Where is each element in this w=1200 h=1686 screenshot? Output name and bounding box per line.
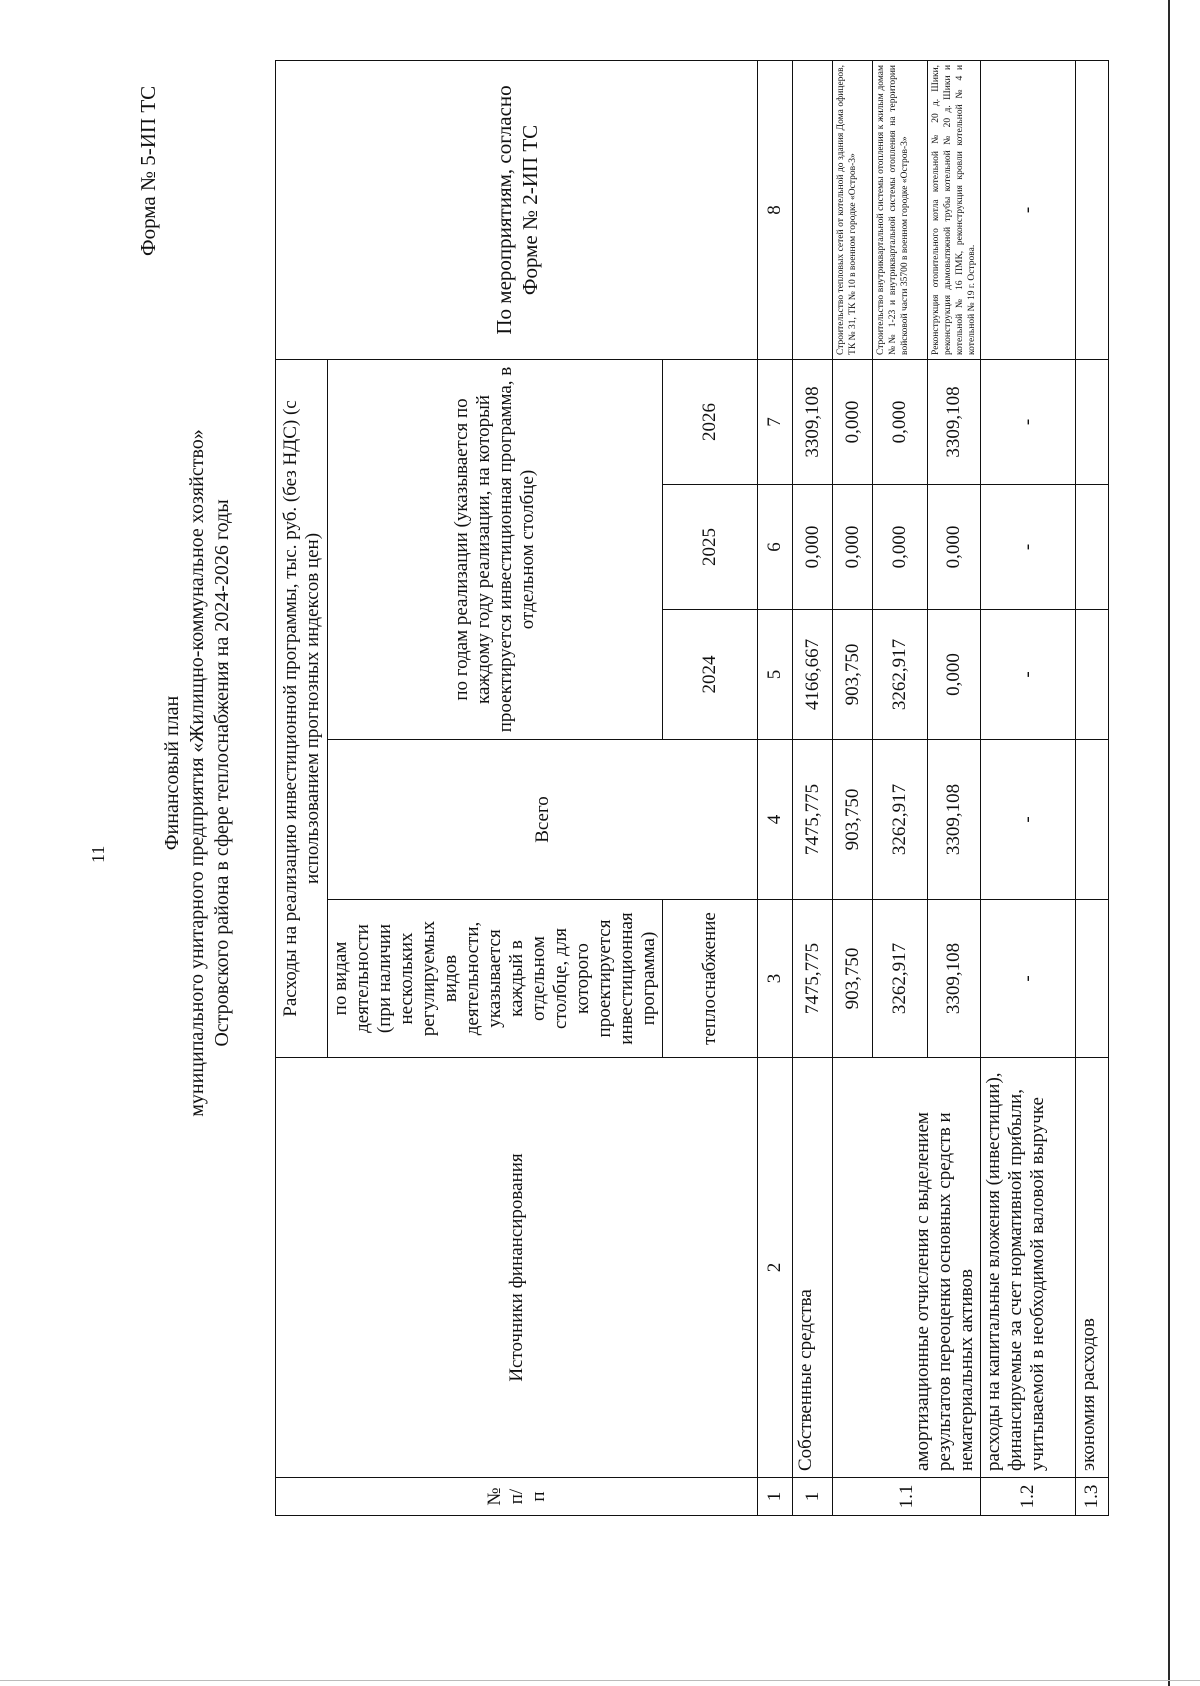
cell-2024: 3262,917 <box>873 610 928 740</box>
cell-2024 <box>1076 610 1109 740</box>
cell-2024: - <box>981 610 1076 740</box>
cell-activity: 3309,108 <box>928 900 981 1058</box>
cell-total: 7475,775 <box>793 740 833 900</box>
cell-2025: 0,000 <box>793 485 833 610</box>
header-source: Источники финансирования <box>276 1058 758 1478</box>
title-line-1: Финансовый план <box>161 695 183 851</box>
row-num: 1.3 <box>1076 1478 1109 1516</box>
cell-2026: 3309,108 <box>928 359 981 484</box>
row-num: 1.2 <box>981 1478 1076 1516</box>
cell-measures <box>793 60 833 359</box>
header-year-2025: 2025 <box>663 485 758 610</box>
header-by-years: по годам реализации (указывается по каждому году реализации, на который проектируется инвестиционная программа, в отдельном столбце) <box>328 359 663 739</box>
header-activity-heat: теплоснабжение <box>663 900 758 1058</box>
cell-measures <box>1076 60 1109 359</box>
cell-2026 <box>1076 359 1109 484</box>
cell-measures: Строительство тепловых сетей от котельной до здания Дома офицеров, ТК № 31, ТК № 10 в военном городке «Остров-3» <box>833 60 873 359</box>
cell-2024: 903,750 <box>833 610 873 740</box>
form-number: Форма № 5-ИП ТС <box>136 85 160 256</box>
financial-plan-table <box>275 60 1109 1516</box>
header-by-activity: по видам деятельности (при наличии нескольких регулируемых видов деятельности, указывается каждый в отдельном столбце, для которого проектируется инвестиционная программа) <box>328 900 663 1058</box>
column-number: 6 <box>758 485 793 610</box>
header-expenses: Расходы на реализацию инвестиционной программы, тыс. руб. (без НДС) (с использованием прогнозных индексов цен) <box>276 359 328 1057</box>
cell-activity: - <box>981 900 1076 1058</box>
cell-total: 903,750 <box>833 740 873 900</box>
cell-activity: 7475,775 <box>793 900 833 1058</box>
cell-2026: 0,000 <box>833 359 873 484</box>
cell-total: - <box>981 740 1076 900</box>
cell-2025: - <box>981 485 1076 610</box>
table-row <box>1076 60 1109 1515</box>
cell-2025: 0,000 <box>833 485 873 610</box>
cell-2025: 0,000 <box>928 485 981 610</box>
header-year-2026: 2026 <box>663 359 758 484</box>
cell-total: 3309,108 <box>928 740 981 900</box>
cell-activity: 3262,917 <box>873 900 928 1058</box>
cell-2026: 0,000 <box>873 359 928 484</box>
title-line-3: Островского района в сфере теплоснабжения на 2024-2026 годы <box>211 499 233 1047</box>
row-num: 1.1 <box>833 1478 981 1516</box>
row-source: экономия расходов <box>1076 1058 1109 1478</box>
cell-measures: Строительство внутриквартальной системы отопления к жилым домам №№ 1-23 и внутриквартальной системы отопления на территории войсковой части 35700 в военном городке «Остров-3» <box>873 60 928 359</box>
page-number: 11 <box>88 845 108 863</box>
row-num: 1 <box>793 1478 833 1516</box>
cell-measures: - <box>981 60 1076 359</box>
column-number: 5 <box>758 610 793 740</box>
column-number: 7 <box>758 359 793 484</box>
column-number: 3 <box>758 900 793 1058</box>
plan-title <box>160 323 235 1223</box>
row-source: Собственные средства <box>793 1058 833 1478</box>
cell-total <box>1076 740 1109 900</box>
cell-activity <box>1076 900 1109 1058</box>
column-number: 8 <box>758 60 793 359</box>
column-number: 4 <box>758 740 793 900</box>
cell-activity: 903,750 <box>833 900 873 1058</box>
header-year-2024: 2024 <box>663 610 758 740</box>
cell-2024: 4166,667 <box>793 610 833 740</box>
column-number: 1 <box>758 1478 793 1516</box>
header-total: Всего <box>328 740 758 900</box>
cell-total: 3262,917 <box>873 740 928 900</box>
cell-2026: 3309,108 <box>793 359 833 484</box>
column-number: 2 <box>758 1058 793 1478</box>
row-source: амортизационные отчисления с выделением результатов переоценки основных средств и нематериальных активов <box>833 1058 981 1478</box>
cell-2026: - <box>981 359 1076 484</box>
cell-measures: Реконструкция отопительного котла котельной № 20 д. Шики, реконструкция дымовытяжной трубы котельной № 20 д. Шики и котельной № 16 ПМК, реконструкция кровли котельной № 4 и котельной № 19 г. Острова. <box>928 60 981 359</box>
cell-2025 <box>1076 485 1109 610</box>
row-source: расходы на капитальные вложения (инвестиции), финансируемые за счет нормативной прибыли, учитываемой в необходимой валовой выручке <box>981 1058 1076 1478</box>
cell-2025: 0,000 <box>873 485 928 610</box>
table-row <box>833 60 873 1515</box>
title-line-2: муниципального унитарного предприятия «Жилищно-коммунальное хозяйство» <box>186 429 208 1117</box>
cell-2024: 0,000 <box>928 610 981 740</box>
header-num: № п/п <box>276 1478 758 1516</box>
table-row <box>981 60 1076 1515</box>
header-measures: По мероприятиям, согласно Форме № 2-ИП ТС <box>276 60 758 359</box>
table-row <box>793 60 833 1515</box>
